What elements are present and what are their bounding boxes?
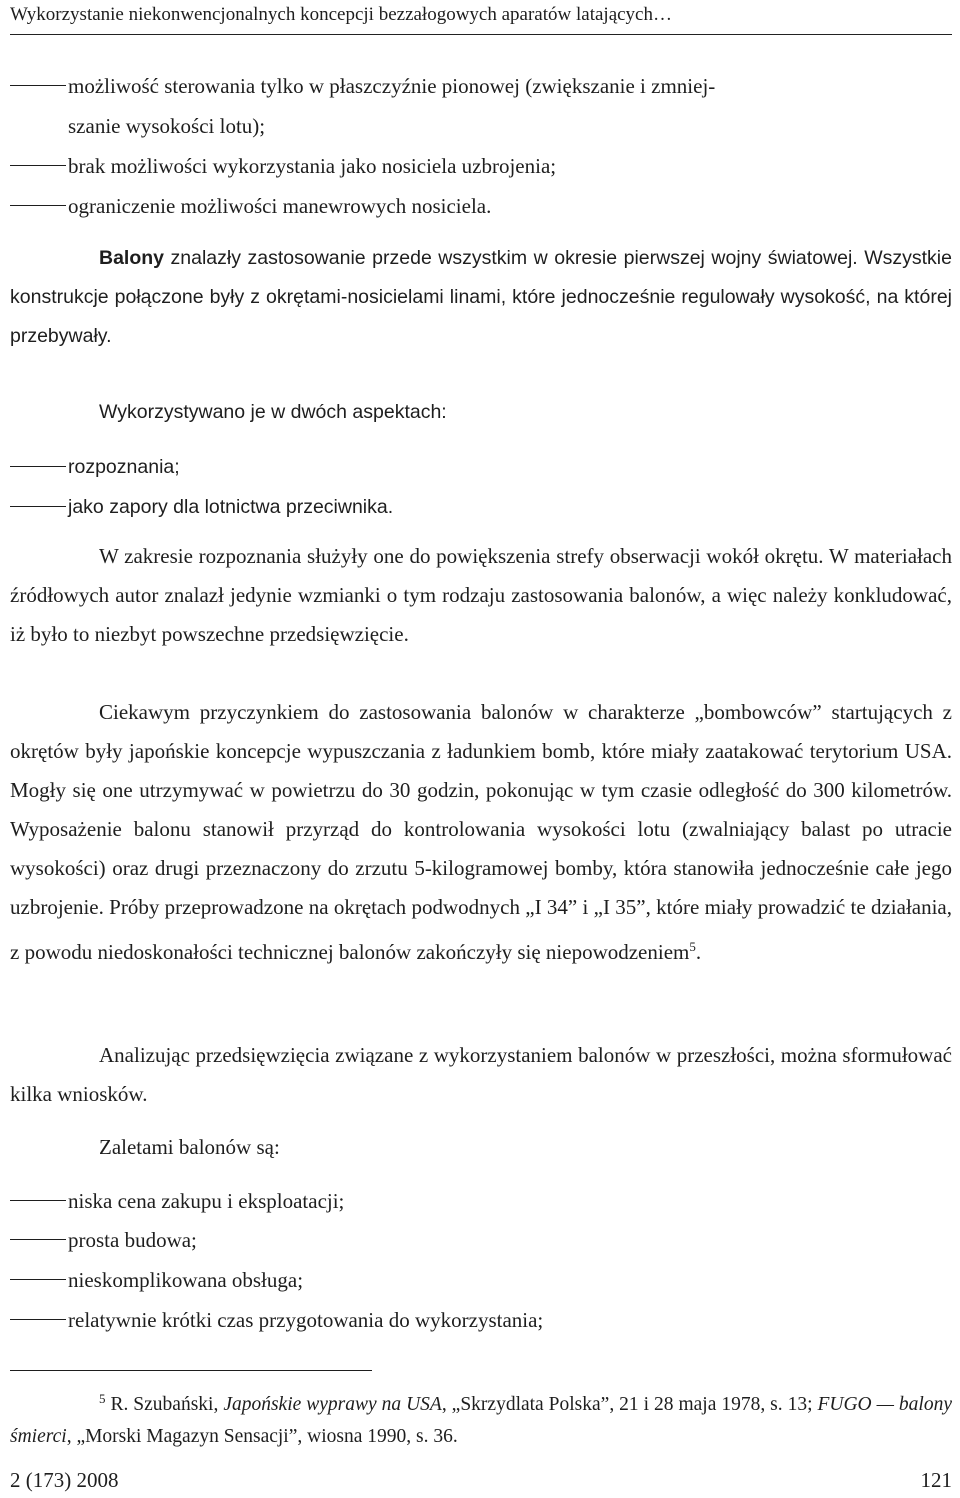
dash-bullet xyxy=(10,165,66,166)
paragraph-text: znalazły zastosowanie przede wszystkim w okresie pierwszej wojny światowej. Wszystkie konstrukcje połączone były z okrętami-nosicielami linami, które jednocześnie regulowały wysokość, na której przebywały. xyxy=(10,247,952,347)
paragraph-japanese-balloons xyxy=(10,693,952,972)
list-item xyxy=(10,1300,952,1340)
footnote-text: R. Szubański, xyxy=(105,1394,224,1415)
page-number: 121 xyxy=(920,1468,952,1492)
list-item-text: ograniczenie możliwości manewrowych nosiciela. xyxy=(68,194,492,218)
list-item-text: jako zapory dla lotnictwa przeciwnika. xyxy=(68,496,394,518)
list-item-text-continued: szanie wysokości lotu); xyxy=(68,114,266,138)
list-item-text: możliwość sterowania tylko w płaszczyźnie pionowej (zwiększanie i zmniej- xyxy=(68,74,716,98)
paragraph-rozpoznanie: W zakresie rozpoznania służyły one do powiększenia strefy obserwacji wokół okrętu. W materiałach źródłowych autor znalazł jedynie wzmianki o tym rodzaju zastosowania balonów, a więc należy konkludować, iż było to niezbyt powszechne przedsięwzięcie. xyxy=(10,544,952,646)
list-item-text: relatywnie krótki czas przygotowania do wykorzystania; xyxy=(68,1308,544,1332)
list-item xyxy=(10,1220,952,1260)
list-item xyxy=(10,186,952,226)
list-item-text: nieskomplikowana obsługa; xyxy=(68,1268,304,1292)
list-item xyxy=(10,1260,952,1300)
dash-bullet xyxy=(10,205,66,206)
dash-bullet xyxy=(10,506,66,507)
footnote-text: , „Skrzydlata Polska”, 21 i 28 maja 1978, s. 13; xyxy=(441,1394,818,1415)
footnote-number: 5 xyxy=(99,1391,106,1406)
paragraph-conclusions: Analizując przedsięwzięcia związane z wykorzystaniem balonów w przeszłości, można sformułować kilka wniosków. xyxy=(10,1043,952,1106)
running-header xyxy=(10,0,952,35)
footnote xyxy=(10,1383,952,1453)
list-item-text: prosta budowa; xyxy=(68,1228,197,1252)
list-item-text: rozpoznania; xyxy=(68,456,180,478)
footnote-separator xyxy=(10,1370,372,1371)
dash-bullet xyxy=(10,1279,66,1280)
list-item xyxy=(10,146,952,186)
paragraph-end: . xyxy=(695,940,702,964)
dash-bullet xyxy=(10,1319,66,1320)
list-item xyxy=(10,487,952,527)
list-item xyxy=(10,1181,952,1221)
paragraph-balony xyxy=(10,239,952,356)
running-title: Wykorzystanie niekonwencjonalnych koncepcji bezzałogowych aparatów latających… xyxy=(10,4,672,25)
dash-bullet xyxy=(10,85,66,86)
advantages-heading: Zaletami balonów są: xyxy=(99,1135,280,1159)
bold-term: Balony xyxy=(99,247,165,269)
list-item xyxy=(10,66,952,146)
footnote-text: , „Morski Magazyn Sensacji”, wiosna 1990, s. 36. xyxy=(66,1426,458,1447)
dash-bullet xyxy=(10,1239,66,1240)
list-item-text: niska cena zakupu i eksploatacji; xyxy=(68,1189,345,1213)
footnote-title: FUGO — balony śmierci xyxy=(10,1394,952,1447)
paragraph-text: Ciekawym przyczynkiem do zastosowania balonów w charakterze „bombowców” startujących z okrętów były japońskie koncepcje wypuszczania z ładunkiem bomb, które miały zaatakować terytorium USA. Mogły się one utrzymywać w powietrzu do 30 godzin, pokonując w tym czasie odległość do 300 kilometrów. Wyposażenie balonu stanowił przyrząd do kontrolowania wysokości lotu (zwalniający balast po utracie wysokości) oraz drugi przeznaczony do zrzutu 5-kilogramowej bomby, która stanowiła jednocześnie całe jego uzbrojenie. Próby przeprowadzone na okrętach podwodnych „I 34” i „I 35”, które miały prowadzić te działania, z powodu niedoskonałości technicznej balonów zakończyły się niepowodzeniem xyxy=(10,700,952,964)
dash-bullet xyxy=(10,466,66,467)
list-item-text: brak możliwości wykorzystania jako nosiciela uzbrojenia; xyxy=(68,154,557,178)
dash-bullet xyxy=(10,1200,66,1201)
aspects-heading: Wykorzystywano je w dwóch aspektach: xyxy=(99,401,447,423)
list-item xyxy=(10,447,952,487)
issue-number: 2 (173) 2008 xyxy=(10,1468,119,1492)
footnote-title: Japońskie wyprawy na USA xyxy=(223,1394,442,1415)
footnote-reference[interactable]: 5 xyxy=(689,939,696,954)
